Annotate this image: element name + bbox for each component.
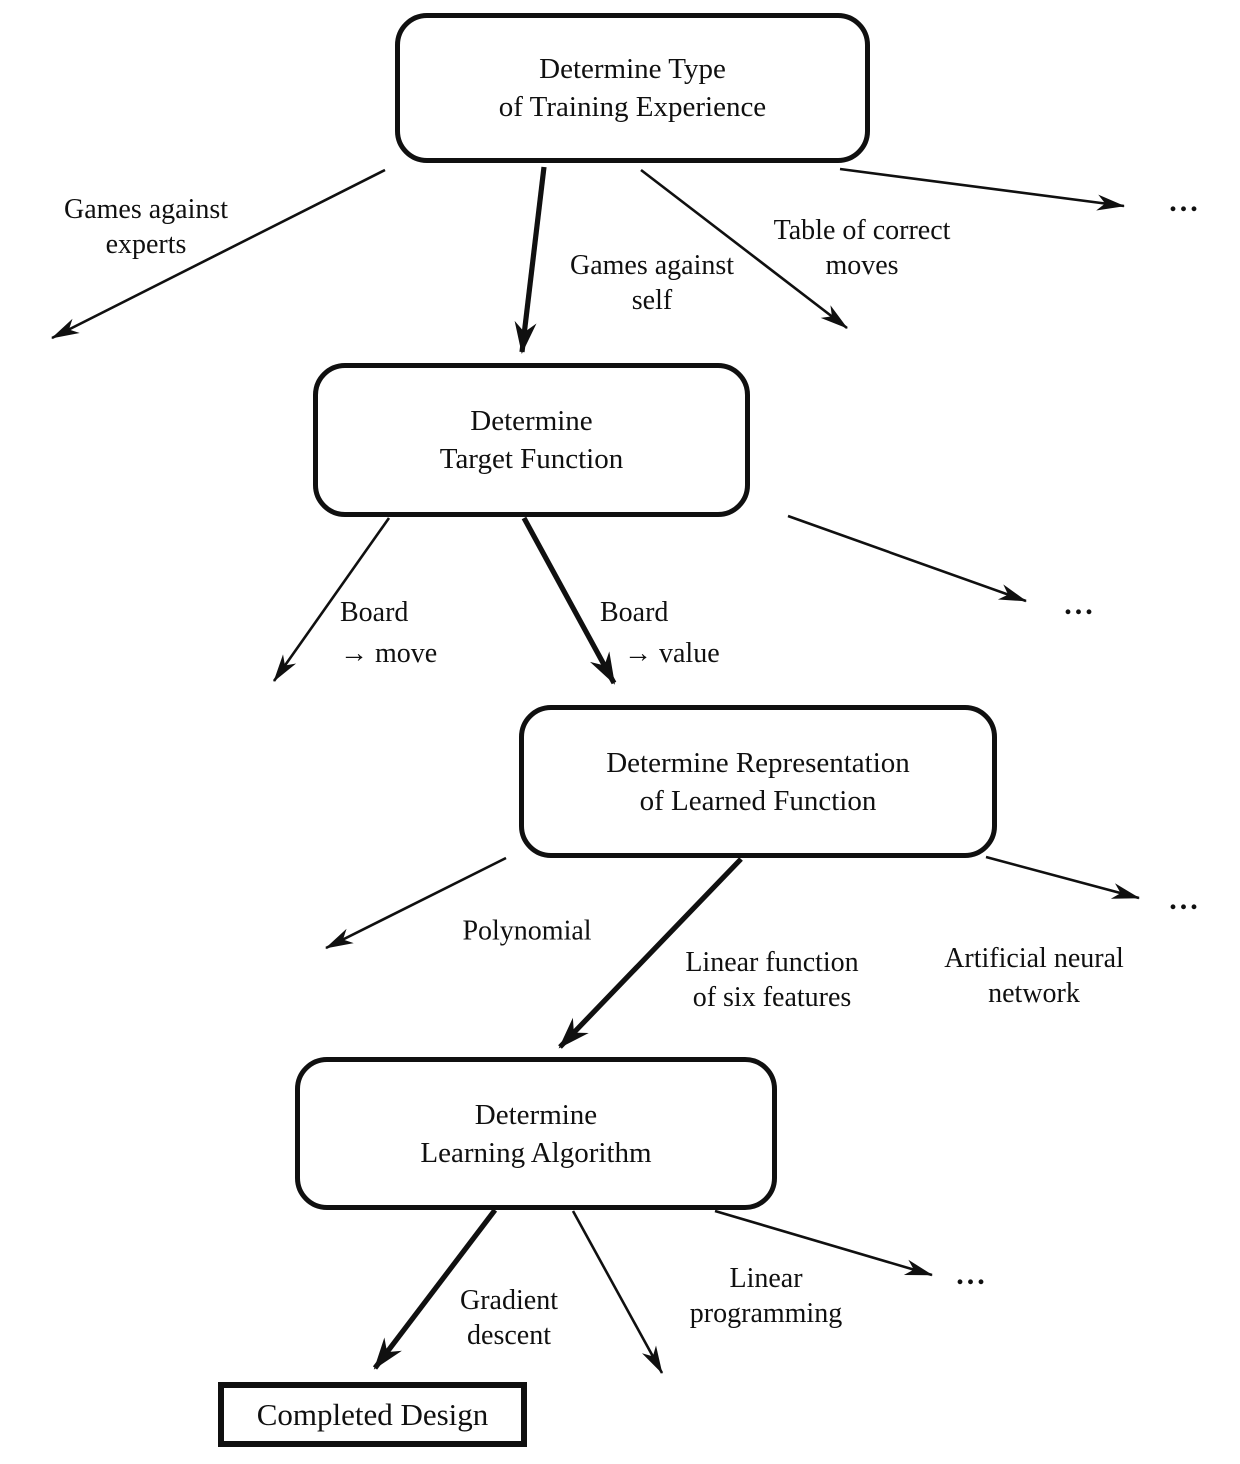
node-label-line: of Learned Function — [639, 784, 877, 817]
node-representation — [519, 705, 997, 858]
node-label-line: Determine Type — [539, 53, 726, 85]
node-training-experience — [395, 13, 870, 163]
node-label-line: of Training Experience — [498, 91, 767, 123]
label-gradient-descent: Gradient descent — [460, 1285, 558, 1351]
ellipsis-representation: ... — [1169, 883, 1201, 916]
ellipsis-target-function: ... — [1064, 588, 1096, 621]
ellipsis-learning-algorithm: ... — [956, 1258, 988, 1291]
node-label-line: Learning Algorithm — [420, 1136, 652, 1169]
edge-target-other — [788, 516, 1026, 601]
node-label-line: Determine — [474, 1098, 598, 1131]
label-games-against-experts: Games against experts — [63, 194, 229, 260]
node-completed-design — [218, 1382, 527, 1447]
node-label-line: Completed Design — [256, 1396, 489, 1432]
label-linear-programming: Linear programming — [689, 1263, 843, 1329]
edge-experience-to-target-function — [522, 167, 544, 352]
label-games-against-self: Games against self — [569, 250, 735, 316]
ellipsis-training-experience: ... — [1169, 185, 1201, 218]
label-polynomial: Polynomial — [462, 915, 592, 947]
label-linear-function-six-features: Linear function of six features — [685, 947, 859, 1013]
node-learning-algorithm — [295, 1057, 777, 1210]
node-label-line: Determine Representation — [606, 746, 910, 779]
label-board-value: Board → value — [600, 597, 720, 669]
edge-representation-other — [986, 857, 1139, 898]
node-label-line: Target Function — [439, 443, 624, 475]
label-board-move: Board → move — [340, 597, 438, 669]
edge-experience-other — [840, 169, 1124, 206]
node-label-line: Determine — [470, 405, 593, 437]
label-artificial-neural-network: Artificial neural network — [944, 943, 1124, 1009]
label-table-of-correct-moves: Table of correct moves — [773, 215, 951, 281]
node-target-function — [313, 363, 750, 517]
edge-algorithm-linear-programming — [573, 1211, 662, 1373]
